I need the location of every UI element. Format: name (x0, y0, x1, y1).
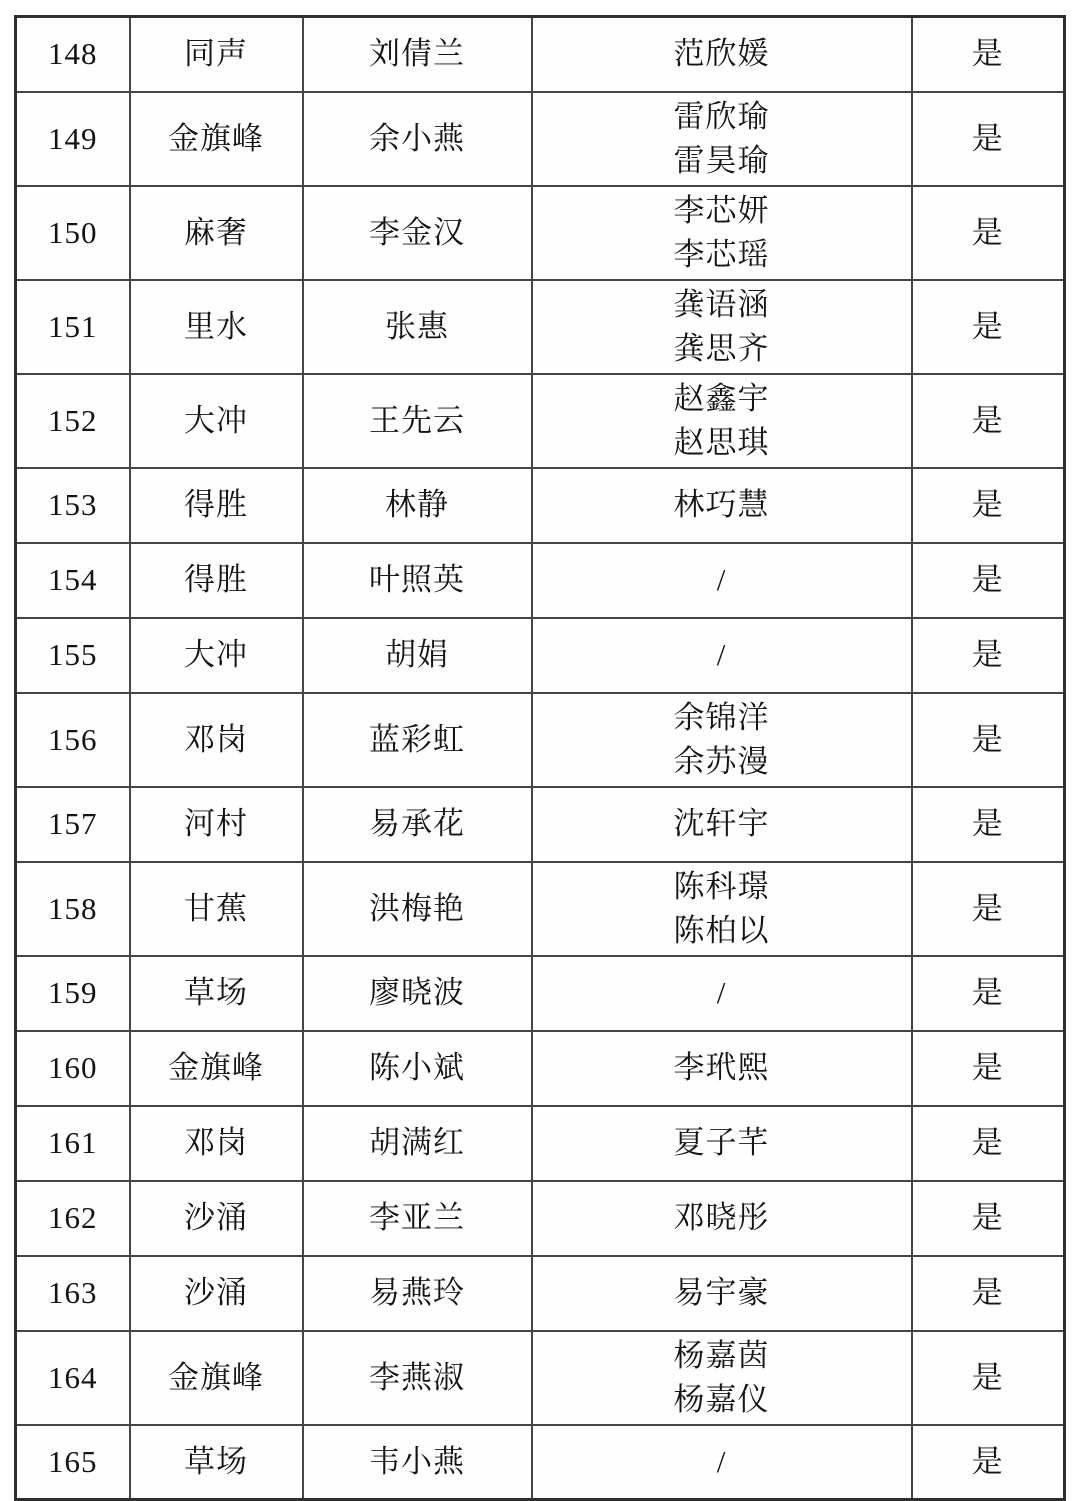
parent-name-cell: 叶照英 (303, 543, 532, 618)
confirmed-cell: 是 (912, 787, 1065, 862)
row-number-cell: 160 (16, 1031, 130, 1106)
child-name-line: 杨嘉茵 (673, 1337, 770, 1373)
confirmed-cell: 是 (912, 1425, 1065, 1500)
parent-name-cell: 林静 (303, 468, 532, 543)
village-cell: 大冲 (130, 618, 303, 693)
village-cell: 河村 (130, 787, 303, 862)
table-row (16, 17, 1065, 92)
child-name-line: / (716, 562, 727, 597)
confirmed-cell: 是 (912, 186, 1065, 280)
parent-name-cell: 陈小斌 (303, 1031, 532, 1106)
table-row (16, 374, 1065, 468)
parent-name-cell: 刘倩兰 (303, 17, 532, 92)
table-row (16, 1256, 1065, 1331)
parent-name-cell: 王先云 (303, 374, 532, 468)
table-row (16, 956, 1065, 1031)
child-name-line: / (716, 1443, 727, 1479)
parent-name-cell: 胡娟 (303, 618, 532, 693)
children-names-cell (532, 1031, 912, 1106)
confirmed-cell: 是 (912, 1181, 1065, 1256)
children-names-cell (532, 1106, 912, 1181)
child-name-line: 李玳熙 (673, 1050, 770, 1085)
child-name-line: 赵思琪 (673, 424, 770, 460)
parent-name-cell: 李金汉 (303, 186, 532, 280)
child-name-line: 沈轩宇 (673, 806, 770, 841)
row-number-cell: 155 (16, 618, 130, 693)
village-cell: 金旗峰 (130, 1031, 303, 1106)
children-names-cell (532, 280, 912, 374)
children-names-cell (532, 787, 912, 862)
table-row (16, 1425, 1065, 1500)
child-name-line: 雷昊瑜 (673, 142, 770, 178)
parent-name-cell: 蓝彩虹 (303, 693, 532, 787)
table-row (16, 1106, 1065, 1181)
child-name-line: 范欣媛 (673, 36, 770, 72)
row-number-cell: 157 (16, 787, 130, 862)
children-names-cell (532, 1256, 912, 1331)
row-number-cell: 149 (16, 92, 130, 186)
village-cell: 邓岗 (130, 693, 303, 787)
table-row (16, 787, 1065, 862)
row-number-cell: 151 (16, 280, 130, 374)
village-cell: 同声 (130, 17, 303, 92)
child-name-line: 雷欣瑜 (673, 98, 770, 134)
village-cell: 里水 (130, 280, 303, 374)
row-number-cell: 159 (16, 956, 130, 1031)
child-name-line: 夏子芊 (673, 1125, 770, 1160)
confirmed-cell: 是 (912, 1256, 1065, 1331)
confirmed-cell: 是 (912, 468, 1065, 543)
row-number-cell: 165 (16, 1425, 130, 1500)
confirmed-cell: 是 (912, 956, 1065, 1031)
village-cell: 得胜 (130, 543, 303, 618)
roster-table-container (14, 15, 1066, 1501)
parent-name-cell: 廖晓波 (303, 956, 532, 1031)
parent-name-cell: 张惠 (303, 280, 532, 374)
confirmed-cell: 是 (912, 1331, 1065, 1425)
row-number-cell: 156 (16, 693, 130, 787)
children-names-cell (532, 956, 912, 1031)
child-name-line: 陈科璟 (673, 868, 770, 904)
table-row (16, 92, 1065, 186)
parent-name-cell: 李亚兰 (303, 1181, 532, 1256)
village-cell: 草场 (130, 956, 303, 1031)
village-cell: 金旗峰 (130, 92, 303, 186)
row-number-cell: 154 (16, 543, 130, 618)
child-name-line: / (716, 975, 727, 1010)
table-row (16, 280, 1065, 374)
child-name-line: 杨嘉仪 (673, 1381, 770, 1417)
parent-name-cell: 易燕玲 (303, 1256, 532, 1331)
village-cell: 大冲 (130, 374, 303, 468)
confirmed-cell: 是 (912, 17, 1065, 92)
confirmed-cell: 是 (912, 1106, 1065, 1181)
children-names-cell (532, 862, 912, 956)
parent-name-cell: 易承花 (303, 787, 532, 862)
roster-table (14, 15, 1066, 1501)
children-names-cell (532, 693, 912, 787)
children-names-cell (532, 92, 912, 186)
row-number-cell: 161 (16, 1106, 130, 1181)
confirmed-cell: 是 (912, 693, 1065, 787)
children-names-cell (532, 186, 912, 280)
child-name-line: 余锦洋 (673, 699, 770, 735)
parent-name-cell: 洪梅艳 (303, 862, 532, 956)
child-name-line: 陈柏以 (673, 912, 770, 948)
parent-name-cell: 李燕淑 (303, 1331, 532, 1425)
row-number-cell: 152 (16, 374, 130, 468)
parent-name-cell: 余小燕 (303, 92, 532, 186)
children-names-cell (532, 374, 912, 468)
table-row (16, 862, 1065, 956)
table-row (16, 543, 1065, 618)
child-name-line: 赵鑫宇 (673, 380, 770, 416)
confirmed-cell: 是 (912, 862, 1065, 956)
child-name-line: 邓晓彤 (673, 1200, 770, 1235)
child-name-line: 林巧慧 (673, 487, 770, 522)
confirmed-cell: 是 (912, 543, 1065, 618)
row-number-cell: 148 (16, 17, 130, 92)
children-names-cell (532, 543, 912, 618)
row-number-cell: 158 (16, 862, 130, 956)
row-number-cell: 153 (16, 468, 130, 543)
village-cell: 沙涌 (130, 1181, 303, 1256)
village-cell: 沙涌 (130, 1256, 303, 1331)
village-cell: 甘蕉 (130, 862, 303, 956)
row-number-cell: 163 (16, 1256, 130, 1331)
child-name-line: / (716, 637, 727, 672)
row-number-cell: 162 (16, 1181, 130, 1256)
village-cell: 得胜 (130, 468, 303, 543)
children-names-cell (532, 618, 912, 693)
children-names-cell (532, 1331, 912, 1425)
child-name-line: 李芯妍 (673, 192, 770, 228)
table-row (16, 1031, 1065, 1106)
table-row (16, 1181, 1065, 1256)
roster-table-body (16, 17, 1065, 1500)
table-row (16, 1331, 1065, 1425)
village-cell: 金旗峰 (130, 1331, 303, 1425)
parent-name-cell: 胡满红 (303, 1106, 532, 1181)
confirmed-cell: 是 (912, 618, 1065, 693)
children-names-cell (532, 17, 912, 92)
children-names-cell (532, 1181, 912, 1256)
child-name-line: 李芯瑶 (673, 236, 770, 272)
village-cell: 草场 (130, 1425, 303, 1500)
row-number-cell: 164 (16, 1331, 130, 1425)
confirmed-cell: 是 (912, 92, 1065, 186)
children-names-cell (532, 1425, 912, 1500)
village-cell: 麻奢 (130, 186, 303, 280)
table-row (16, 468, 1065, 543)
confirmed-cell: 是 (912, 280, 1065, 374)
village-cell: 邓岗 (130, 1106, 303, 1181)
table-row (16, 618, 1065, 693)
child-name-line: 龚语涵 (673, 286, 770, 322)
table-row (16, 693, 1065, 787)
row-number-cell: 150 (16, 186, 130, 280)
table-row (16, 186, 1065, 280)
confirmed-cell: 是 (912, 374, 1065, 468)
children-names-cell (532, 468, 912, 543)
confirmed-cell: 是 (912, 1031, 1065, 1106)
parent-name-cell: 韦小燕 (303, 1425, 532, 1500)
child-name-line: 余苏漫 (673, 743, 770, 779)
child-name-line: 龚思齐 (673, 330, 770, 366)
child-name-line: 易宇豪 (673, 1275, 770, 1310)
